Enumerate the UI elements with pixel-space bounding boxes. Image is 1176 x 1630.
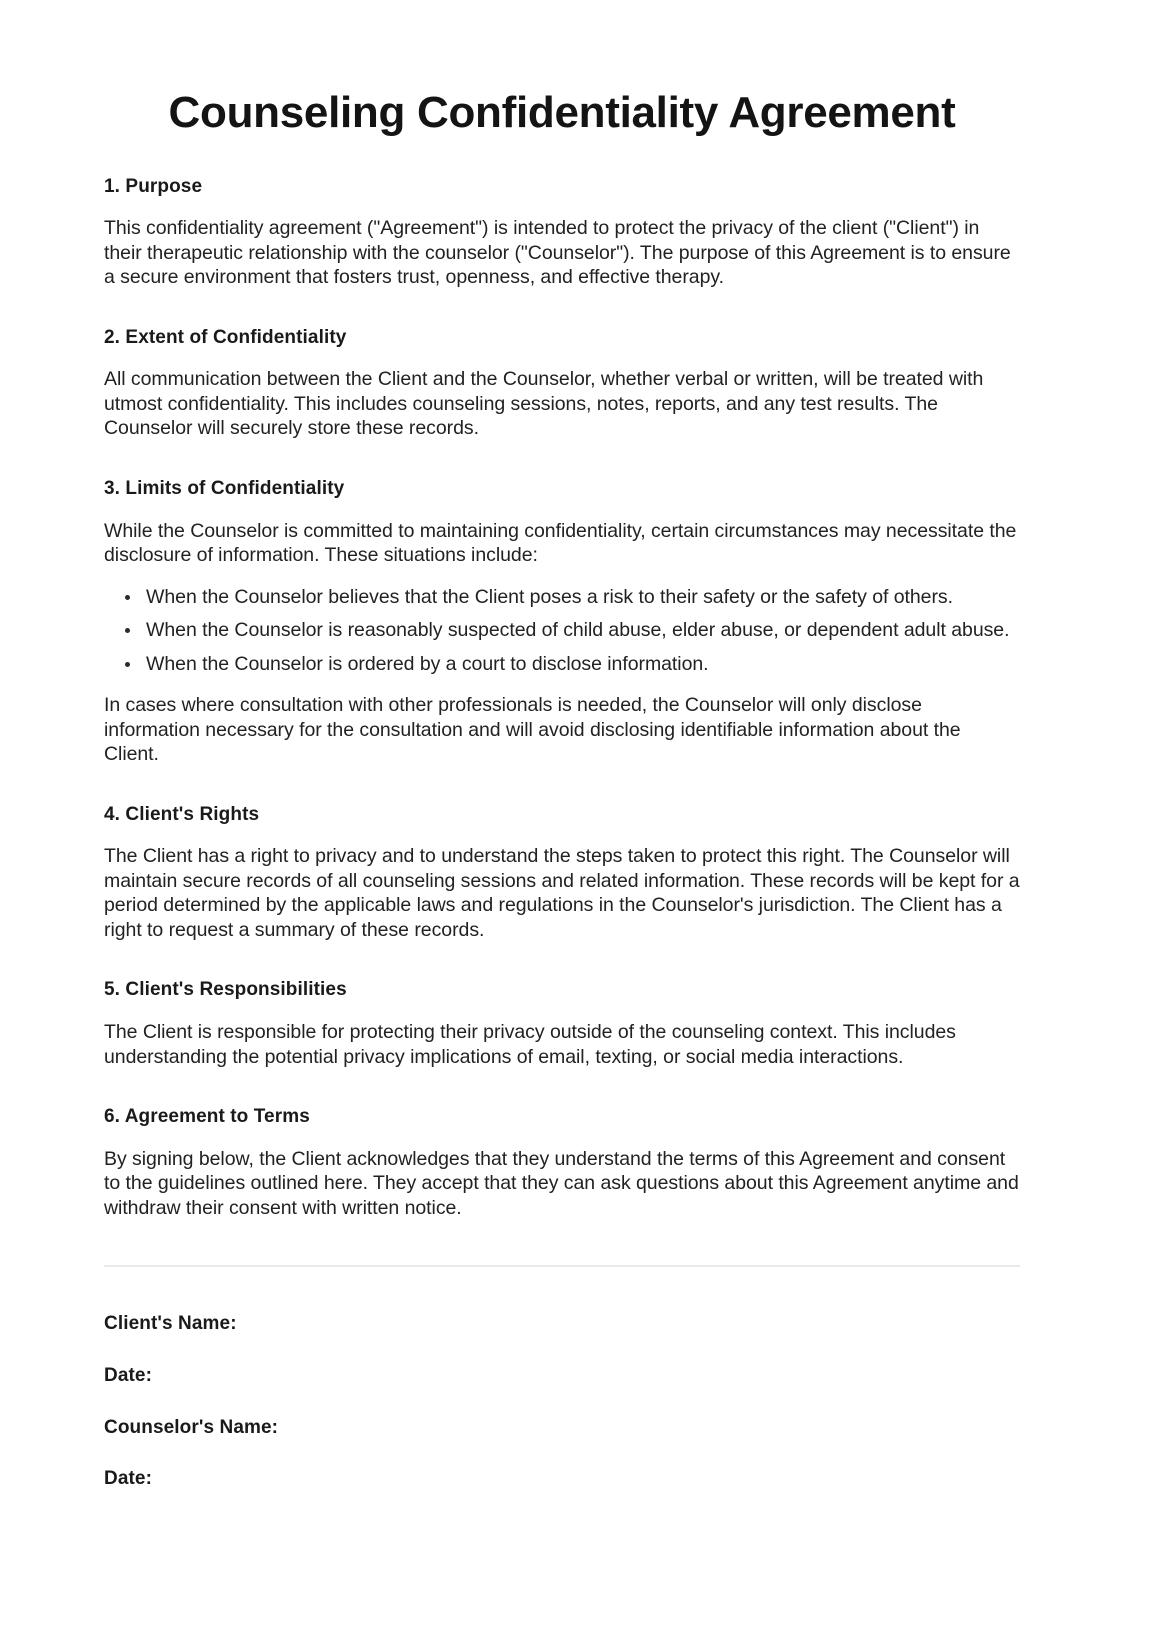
counselor-date-label: Date: [104, 1468, 153, 1490]
document-body [104, 0, 1020, 1492]
section-paragraph-clients-rights: The Client has a right to privacy and to understand the steps taken to protect this right. The Counselor will maintain secure records of all counseling sessions and related information. These records will be kept for a period determined by the applicable laws and regulations in the Counselor's jurisdiction. The Client has a right to request a summary of these records. [104, 845, 1020, 941]
bullet-dot-icon [125, 628, 130, 633]
section-paragraph-limits-intro: While the Counselor is committed to maintaining confidentiality, certain circumstances may necessitate the disclosure of information. These situations include: [104, 519, 1017, 567]
limits-bullet-list [104, 568, 1020, 677]
counselor-name-label: Counselor's Name: [104, 1416, 279, 1438]
list-item [104, 585, 1020, 619]
list-item [104, 618, 1020, 652]
section-paragraph-agreement-to-terms: By signing below, the Client acknowledges that they understand the terms of this Agreement and consent to the guidelines outlined here. They accept that they can ask questions about this Agreement anytime and withdraw their consent with written notice. [104, 1147, 1019, 1219]
section-paragraph-purpose: This confidentiality agreement ("Agreement") is intended to protect the privacy of the client ("Client") in their therapeutic relationship with the counselor ("Counselor"). The purpose of this Agreement is to ensure a secure environment that fosters trust, openness, and effective therapy. [104, 217, 1011, 289]
section-paragraph-limits-consultation: In cases where consultation with other professionals is needed, the Counselor will only disclose information necessary for the consultation and will avoid disclosing identifiable information about the Client. [104, 694, 961, 766]
list-item-label: When the Counselor believes that the Client poses a risk to their safety or the safety of others. [146, 585, 953, 608]
list-item-label: When the Counselor is ordered by a court to disclose information. [146, 652, 709, 675]
section-heading-agreement-to-terms: 6. Agreement to Terms [104, 1106, 310, 1128]
list-item-label: When the Counselor is reasonably suspected of child abuse, elder abuse, or dependent adult abuse. [146, 619, 1010, 642]
section-paragraph-extent-of-confidentiality: All communication between the Client and the Counselor, whether verbal or written, will be treated with utmost confidentiality. This includes counseling sessions, notes, reports, and any test results. The Counselor will securely store these records. [104, 368, 984, 440]
section-heading-clients-rights: 4. Client's Rights [104, 803, 260, 825]
signature-block [104, 1267, 1020, 1492]
section-heading-purpose: 1. Purpose [104, 175, 203, 197]
client-date-label: Date: [104, 1364, 153, 1386]
list-item [104, 652, 1020, 677]
bullet-dot-icon [125, 662, 130, 667]
page-title: Counseling Confidentiality Agreement [168, 88, 956, 137]
client-name-label: Client's Name: [104, 1313, 237, 1335]
bullet-dot-icon [125, 595, 130, 600]
section-heading-limits-of-confidentiality: 3. Limits of Confidentiality [104, 477, 345, 499]
section-heading-clients-responsibilities: 5. Client's Responsibilities [104, 979, 347, 1001]
section-heading-extent-of-confidentiality: 2. Extent of Confidentiality [104, 326, 347, 348]
section-paragraph-clients-responsibilities: The Client is responsible for protecting their privacy outside of the counseling context. This includes understanding the potential privacy implications of email, texting, or social media interactions. [104, 1021, 956, 1068]
